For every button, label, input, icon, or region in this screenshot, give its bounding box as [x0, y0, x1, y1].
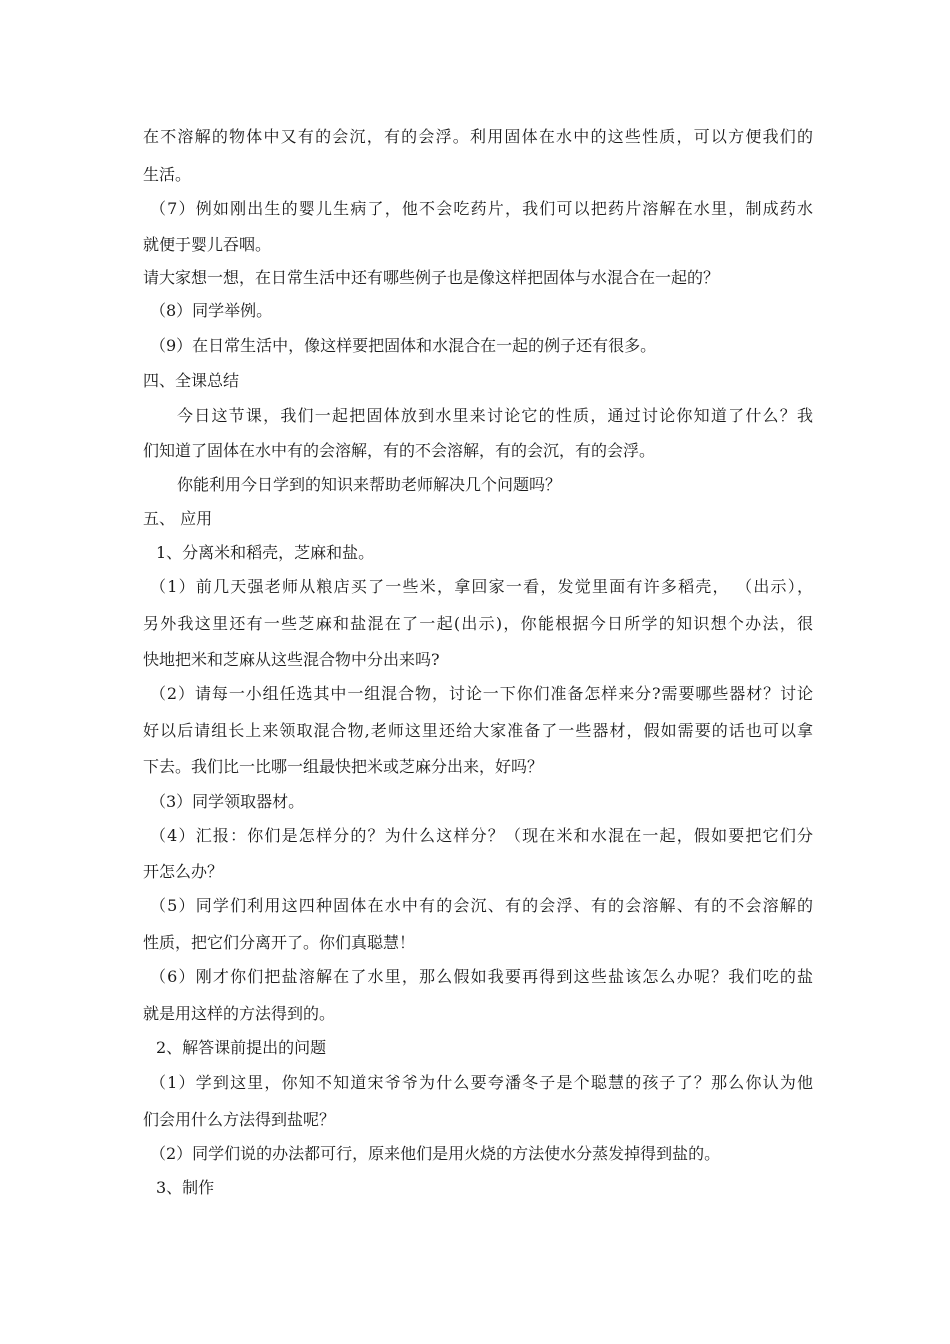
text-line: 就是用这样的方法得到的。: [143, 1004, 336, 1023]
text-line: （1）学到这里，你知不知道宋爷爷为什么要夸潘冬子是个聪慧的孩子了？那么你认为他: [150, 1073, 813, 1092]
subsection-heading: 3、制作: [156, 1178, 215, 1197]
text-line: 好以后请组长上来领取混合物,老师这里还给大家准备了一些器材，假如需要的话也可以拿: [143, 721, 813, 740]
text-line: （2）同学们说的办法都可行，原来他们是用火烧的方法使水分蒸发掉得到盐的。: [150, 1144, 721, 1163]
text-line: 请大家想一想，在日常生活中还有哪些例子也是像这样把固体与水混合在一起的？: [143, 268, 720, 287]
section-heading: 四、全课总结: [143, 371, 240, 390]
text-line: 就便于婴儿吞咽。: [143, 235, 272, 254]
text-line: 在不溶解的物体中又有的会沉，有的会浮。利用固体在水中的这些性质，可以方便我们的: [143, 127, 813, 146]
text-line: 们会用什么方法得到盐呢？: [143, 1110, 336, 1129]
text-line: 开怎么办？: [143, 862, 224, 881]
text-line: 下去。我们比一比哪一组最快把米或芝麻分出来，好吗？: [143, 757, 544, 776]
text-line: （5）同学们利用这四种固体在水中有的会沉、有的会浮、有的会溶解、有的不会溶解的: [150, 896, 813, 915]
text-line: 今日这节课，我们一起把固体放到水里来讨论它的性质，通过讨论你知道了什么？我: [177, 406, 813, 425]
text-line: 性质，把它们分离开了。你们真聪慧！: [143, 933, 416, 952]
text-line: （9）在日常生活中，像这样要把固体和水混合在一起的例子还有很多。: [150, 336, 657, 355]
text-line: 你能利用今日学到的知识来帮助老师解决几个问题吗？: [177, 475, 562, 494]
text-line: （3）同学领取器材。: [150, 792, 305, 811]
section-heading: 五、 应用: [143, 509, 213, 528]
text-line: （1）前几天强老师从粮店买了一些米，拿回家一看，发觉里面有许多稻壳， （出示），: [150, 577, 813, 596]
text-line: （8）同学举例。: [150, 301, 273, 320]
text-line: （4）汇报：你们是怎样分的？为什么这样分？（现在米和水混在一起，假如要把它们分: [150, 826, 813, 845]
text-line: 们知道了固体在水中有的会溶解，有的不会溶解，有的会沉，有的会浮。: [143, 441, 656, 460]
text-line: （2）请每一小组任选其中一组混合物，讨论一下你们准备怎样来分?需要哪些器材？讨论: [150, 684, 813, 703]
subsection-heading: 2、解答课前提出的问题: [156, 1038, 327, 1057]
text-line: 快地把米和芝麻从这些混合物中分出来吗?: [143, 650, 440, 669]
subsection-heading: 1、分离米和稻壳，芝麻和盐。: [156, 543, 375, 562]
text-line: （7）例如刚出生的婴儿生病了，他不会吃药片，我们可以把药片溶解在水里，制成药水: [150, 199, 813, 218]
text-line: 另外我这里还有一些芝麻和盐混在了一起(出示)，你能根据今日所学的知识想个办法，很: [143, 614, 813, 633]
text-line: 生活。: [143, 165, 192, 184]
text-line: （6）刚才你们把盐溶解在了水里，那么假如我要再得到这些盐该怎么办呢？我们吃的盐: [150, 967, 813, 986]
